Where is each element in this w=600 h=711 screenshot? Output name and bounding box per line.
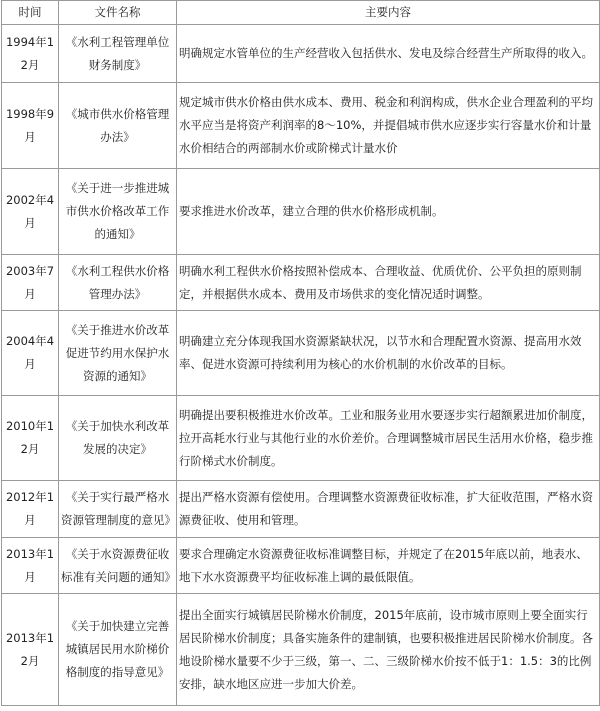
time-cell: 2013年1月 (2, 538, 59, 594)
content-cell: 明确建立充分体现我国水资源紧缺状况，以节水和合理配置水资源、提高用水效率、促进水资源可持续利用为核心的水价机制的水价改革的目标。 (177, 311, 600, 396)
header-main-content: 主要内容 (177, 1, 600, 25)
content-cell: 明确水利工程供水价格按照补偿成本、合理收益、优质优价、公平负担的原则制定，并根据供水成本、费用及市场供求的变化情况适时调整。 (177, 255, 600, 311)
table-row (2, 538, 600, 594)
time-cell: 1994年12月 (2, 25, 59, 83)
content-cell: 提出全面实行城镇居民阶梯水价制度，2015年底前，设市城市原则上要全面实行居民阶梯水价制度；具备实施条件的建制镇，也要积极推进居民阶梯水价制度。各地设阶梯水量要不少于三级，第一、二、三级阶梯水价按不低于1：1.5：3的比例安排，缺水地区应进一步加大价差。 (177, 594, 600, 706)
document-name-cell: 《水利工程供水价格管理办法》 (59, 255, 177, 311)
document-name-cell: 《关于实行最严格水资源管理制度的意见》 (59, 481, 177, 538)
time-cell: 2002年4月 (2, 169, 59, 255)
table-header-row (2, 1, 600, 25)
table-row (2, 83, 600, 169)
header-document-name: 文件名称 (59, 1, 177, 25)
policy-table (1, 0, 600, 706)
content-cell: 要求合理确定水资源费征收标准调整目标，并规定了在2015年底以前，地表水、地下水水资源费平均征收标准上调的最低限值。 (177, 538, 600, 594)
content-cell: 提出严格水资源有偿使用。合理调整水资源费征收标准，扩大征收范围，严格水资源费征收、使用和管理。 (177, 481, 600, 538)
content-cell: 明确提出要积极推进水价改革。工业和服务业用水要逐步实行超额累进加价制度，拉开高耗水行业与其他行业的水价差价。合理调整城市居民生活用水价格，稳步推行阶梯式水价制度。 (177, 396, 600, 481)
header-time: 时间 (2, 1, 59, 25)
table-row (2, 481, 600, 538)
table-row (2, 25, 600, 83)
time-cell: 2012年1月 (2, 481, 59, 538)
table-row (2, 311, 600, 396)
document-name-cell: 《关于推进水价改革促进节约用水保护水资源的通知》 (59, 311, 177, 396)
time-cell: 2010年12月 (2, 396, 59, 481)
table-row (2, 594, 600, 706)
document-name-cell: 《关于水资源费征收标准有关问题的通知》 (59, 538, 177, 594)
content-cell: 要求推进水价改革，建立合理的供水价格形成机制。 (177, 169, 600, 255)
document-name-cell: 《城市供水价格管理办法》 (59, 83, 177, 169)
table-row (2, 169, 600, 255)
time-cell: 2013年12月 (2, 594, 59, 706)
table-row (2, 255, 600, 311)
document-name-cell: 《关于进一步推进城市供水价格改革工作的通知》 (59, 169, 177, 255)
document-name-cell: 《水利工程管理单位财务制度》 (59, 25, 177, 83)
time-cell: 1998年9月 (2, 83, 59, 169)
table-row (2, 396, 600, 481)
document-name-cell: 《关于加快水利改革发展的决定》 (59, 396, 177, 481)
content-cell: 明确规定水管单位的生产经营收入包括供水、发电及综合经营生产所取得的收入。 (177, 25, 600, 83)
document-name-cell: 《关于加快建立完善城镇居民用水阶梯价格制度的指导意见》 (59, 594, 177, 706)
time-cell: 2004年4月 (2, 311, 59, 396)
content-cell: 规定城市供水价格由供水成本、费用、税金和利润构成，供水企业合理盈利的平均水平应当是将资产利润率的8～10%，并提倡城市供水应逐步实行容量水价和计量水价相结合的两部制水价或阶梯式计量水价 (177, 83, 600, 169)
time-cell: 2003年7月 (2, 255, 59, 311)
